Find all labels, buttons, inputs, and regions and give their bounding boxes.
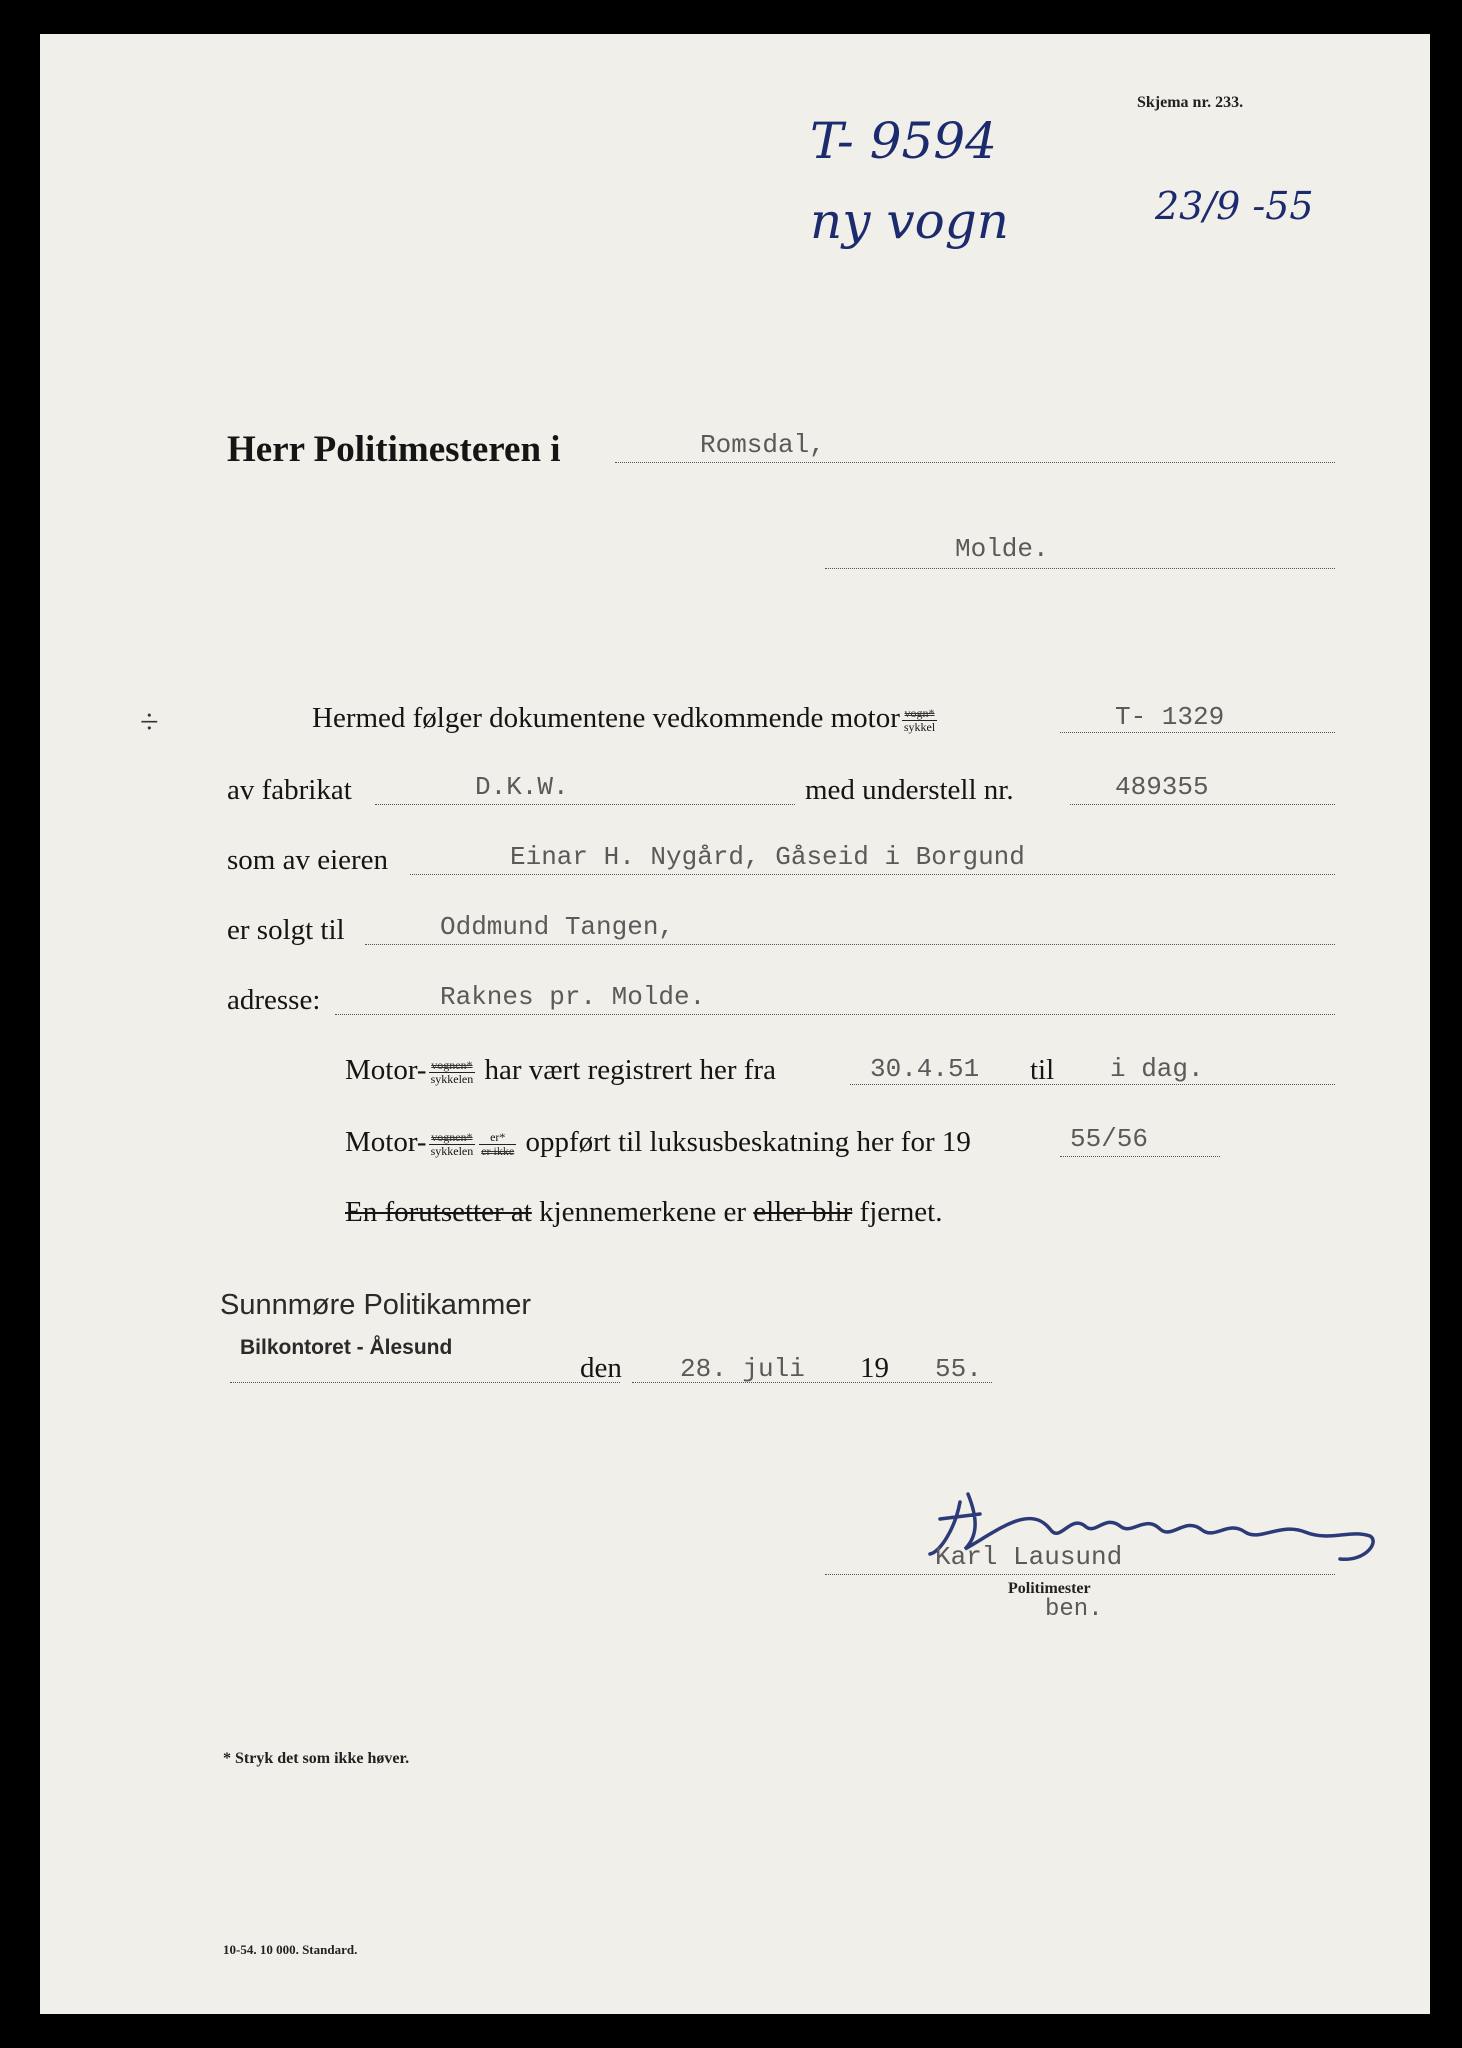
chassis-number: 489355	[1115, 772, 1209, 802]
tax-years-line	[1060, 1156, 1220, 1157]
registered-to: i dag.	[1110, 1054, 1204, 1084]
signer-suffix: ben.	[1045, 1596, 1103, 1623]
registered-to-label: til	[1030, 1054, 1055, 1086]
vehicle-frac-top: vogn*	[902, 707, 937, 721]
line1-prefix: Motor-	[345, 1054, 427, 1086]
plates-line	[345, 1196, 942, 1229]
period-line	[850, 1084, 1335, 1085]
addressee-city: Molde.	[955, 534, 1049, 564]
addressee-district: Romsdal,	[700, 430, 825, 460]
document-page	[40, 34, 1430, 2014]
struck-prefix: En forutsetter at	[345, 1196, 532, 1228]
date-day-month: 28. juli	[680, 1354, 805, 1384]
line1-frac-top: vognen*	[429, 1059, 476, 1073]
date-label: den	[580, 1352, 622, 1384]
city-line	[825, 568, 1335, 569]
registration-line	[1060, 732, 1335, 733]
owner-value: Einar H. Nygård, Gåseid i Borgund	[510, 842, 1025, 872]
stamp-line-2: Bilkontoret - Ålesund	[240, 1336, 453, 1359]
date-year: 55.	[935, 1354, 982, 1384]
line2-fraction-1	[429, 1131, 476, 1158]
struck-option: eller blir	[753, 1196, 853, 1228]
buyer-line	[365, 944, 1335, 945]
line2-frac1-top: vognen*	[429, 1131, 476, 1145]
address-value: Raknes pr. Molde.	[440, 982, 706, 1012]
chassis-line	[1070, 804, 1335, 805]
line2-frac2-top: er*	[479, 1131, 516, 1145]
line2-prefix: Motor-	[345, 1126, 427, 1158]
line2-frac1-bottom: sykkelen	[430, 1143, 474, 1158]
stamp-line-1: Sunnmøre Politikammer	[220, 1289, 532, 1321]
registration-period-line	[345, 1054, 776, 1087]
line2-frac2-bottom: er ikke	[481, 1143, 515, 1158]
margin-mark: ÷	[140, 704, 159, 741]
line1-fraction	[429, 1059, 476, 1086]
place-line	[230, 1382, 620, 1383]
date-century: 19	[860, 1352, 889, 1384]
vehicle-frac-bottom: sykkel	[903, 719, 936, 734]
intro-text: Hermed følger dokumentene vedkommende motor	[312, 702, 900, 734]
line2-text: oppført til luksusbeskatning her for 19	[525, 1126, 971, 1158]
luxury-tax-line	[345, 1126, 971, 1159]
chassis-label: med understell nr.	[805, 774, 1014, 806]
buyer-label: er solgt til	[227, 914, 345, 946]
address-line	[335, 1014, 1335, 1015]
make-line	[375, 804, 795, 805]
footnote: * Stryk det som ikke høver.	[223, 1750, 410, 1767]
line2-fraction-2	[479, 1131, 516, 1158]
vehicle-fraction	[902, 707, 937, 734]
addressee-line	[615, 462, 1335, 463]
make-value: D.K.W.	[475, 772, 569, 802]
owner-label: som av eieren	[227, 844, 389, 876]
plates-mid: kjennemerkene er	[539, 1196, 746, 1228]
owner-line	[410, 874, 1335, 875]
handwritten-reference: T- 9594	[810, 112, 997, 170]
signer-title: Politimester	[1008, 1580, 1091, 1597]
line1-frac-bottom: sykkelen	[430, 1071, 474, 1086]
registration-number: T- 1329	[1115, 702, 1225, 732]
handwritten-note: ny vogn	[810, 192, 1009, 250]
print-info: 10-54. 10 000. Standard.	[223, 1942, 358, 1957]
make-label: av fabrikat	[227, 774, 352, 806]
signature-line	[825, 1574, 1335, 1575]
handwritten-date: 23/9 -55	[1155, 184, 1314, 228]
address-label: adresse:	[227, 984, 321, 1016]
registered-from: 30.4.51	[870, 1054, 980, 1084]
signer-typed: Karl Lausund	[935, 1542, 1123, 1572]
addressee-prefix: Herr Politimesteren i	[227, 429, 561, 470]
plates-end: fjernet.	[859, 1196, 943, 1228]
tax-years: 55/56	[1070, 1124, 1149, 1154]
form-number: Skjema nr. 233.	[1137, 94, 1244, 111]
line1-text: har vært registrert her fra	[484, 1054, 776, 1086]
intro-line	[312, 702, 939, 735]
buyer-value: Oddmund Tangen,	[440, 912, 675, 942]
